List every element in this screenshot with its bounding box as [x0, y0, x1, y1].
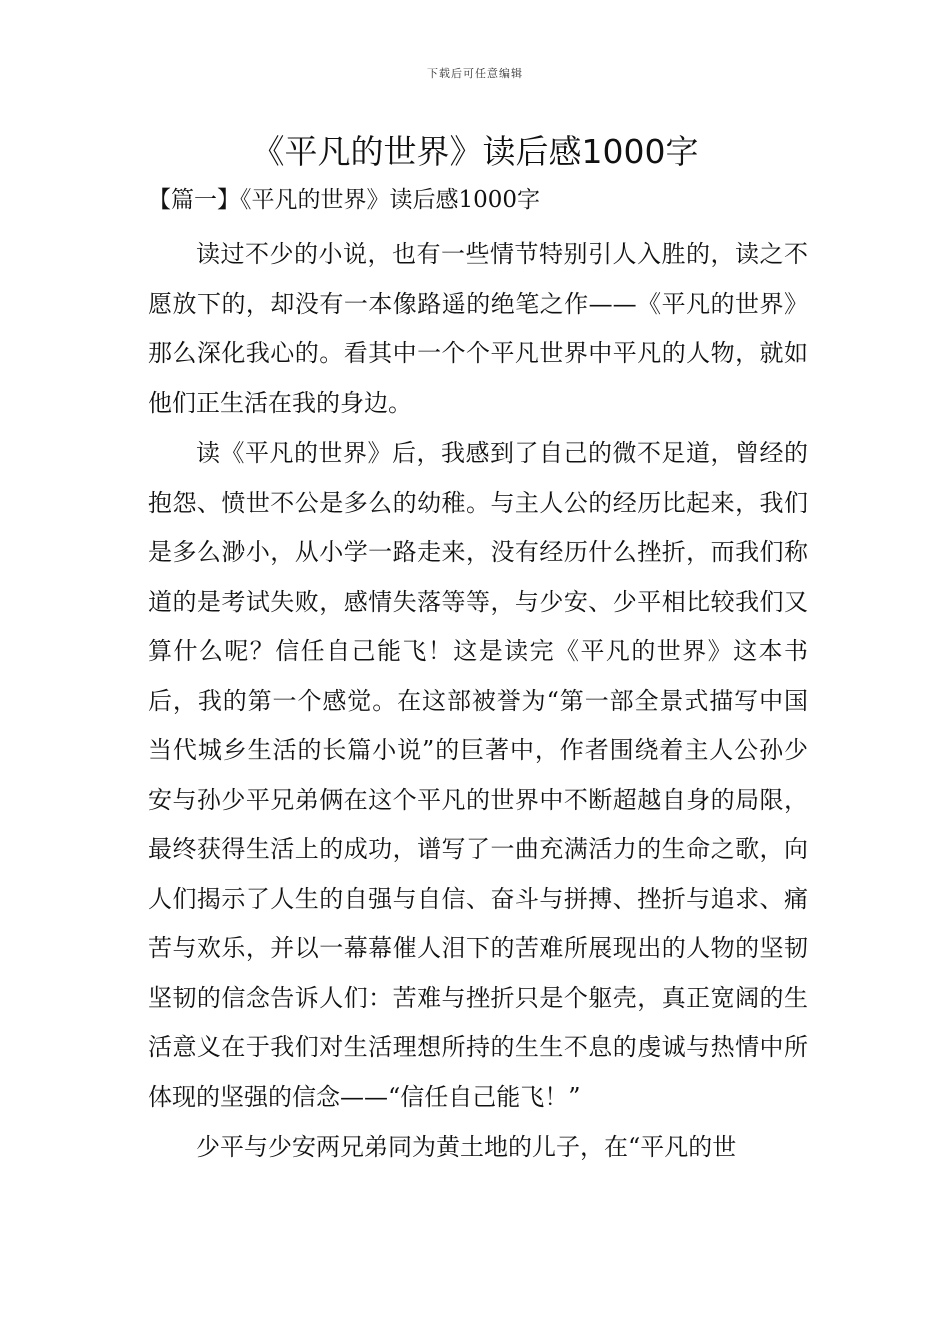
paragraph-1: 读过不少的小说，也有一些情节特别引人入胜的，读之不愿放下的，却没有一本像路遥的绝笔之作——《平凡的世界》那么深化我心的。看其中一个个平凡世界中平凡的人物，就如他们正生活在我的身边。 — [148, 240, 808, 417]
header-note: 下载后可任意编辑 — [427, 67, 523, 80]
body-text — [148, 230, 808, 1173]
section-title: 【篇一】《平凡的世界》读后感1000字 — [148, 187, 541, 213]
paragraph-3: 少平与少安两兄弟同为黄土地的儿子，在“平凡的世 — [196, 1133, 737, 1161]
document-title: 《平凡的世界》读后感1000字 — [251, 132, 699, 171]
paragraph-2: 读《平凡的世界》后，我感到了自己的微不足道，曾经的抱怨、愤世不公是多么的幼稚。与主人公的经历比起来，我们是多么渺小，从小学一路走来，没有经历什么挫折，而我们称道的是考试失败，感情失落等等，与少安、少平相比较我们又算什么呢？信任自己能飞！这是读完《平凡的世界》这本书后，我的第一个感觉。在这部被誉为“第一部全景式描写中国当代城乡生活的长篇小说”的巨著中，作者围绕着主人公孙少安与孙少平兄弟俩在这个平凡的世界中不断超越自身的局限，最终获得生活上的成功，谱写了一曲充满活力的生命之歌，向人们揭示了人生的自强与自信、奋斗与拼搏、挫折与追求、痛苦与欢乐，并以一幕幕催人泪下的苦难所展现出的人物的坚韧坚韧的信念告诉人们：苦难与挫折只是个躯壳，真正宽阔的生活意义在于我们对生活理想所持的生生不息的虔诚与热情中所体现的坚强的信念——“信任自己能飞！” — [148, 439, 808, 1111]
